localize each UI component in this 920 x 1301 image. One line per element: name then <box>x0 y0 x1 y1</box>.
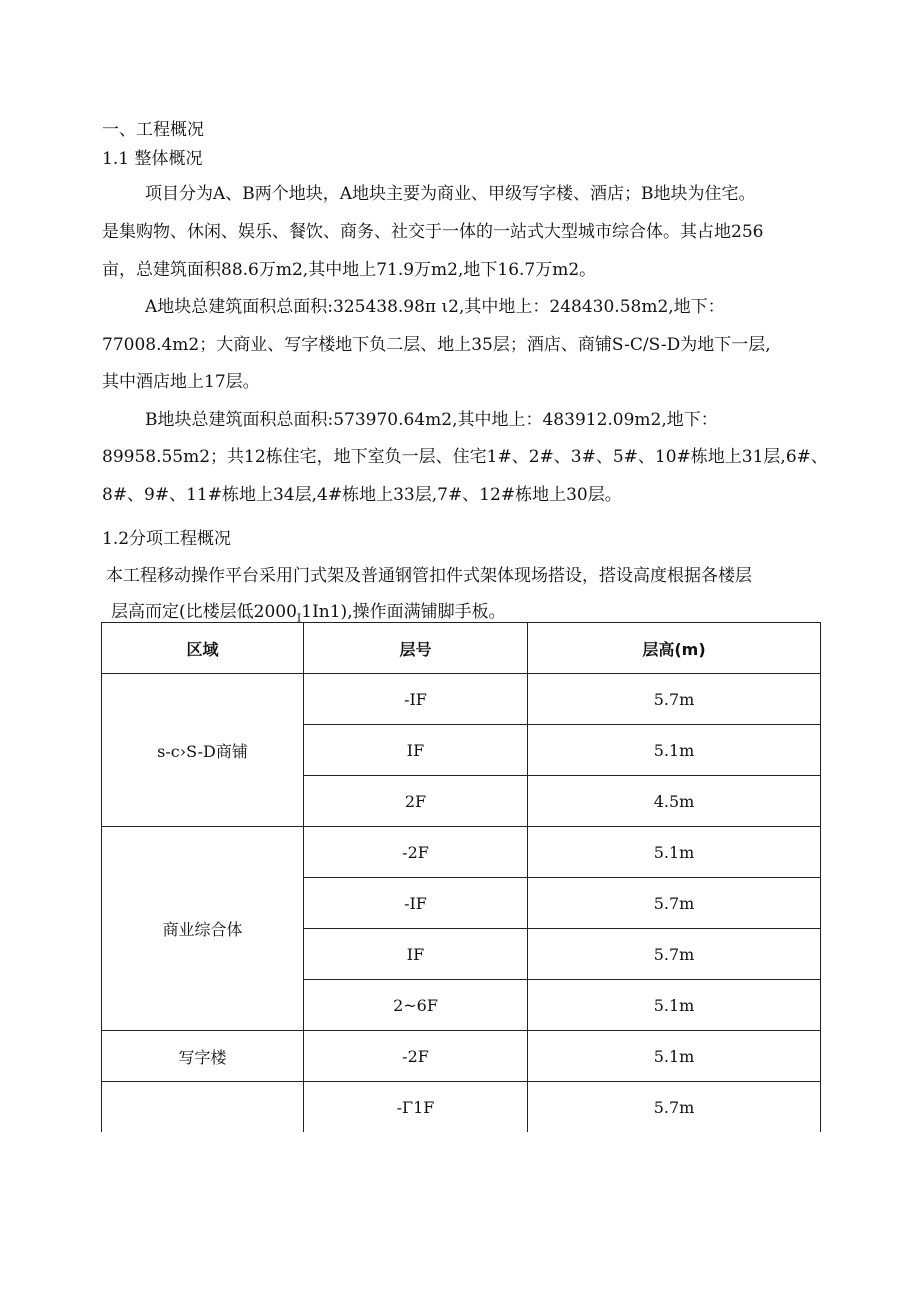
paragraph-line: 亩，总建筑面积88.6万m2,其中地上71.9万m2,地下16.7万m2。 <box>102 260 597 280</box>
subscript-text: I <box>296 611 302 625</box>
cell-height: 5.1m <box>528 827 821 878</box>
paragraph-line: 77008.4m2；大商业、写字楼地下负二层、地上35层；酒店、商铺S-C/S-D为地下一层, <box>102 335 771 355</box>
table-row <box>102 674 821 725</box>
paragraph-line: 89958.55m2；共12栋住宅，地下室负一层、住宅1#、2#、3#、5#、10#栋地上31层,6#、 <box>102 447 828 467</box>
paragraph-line: 项目分为A、B两个地块，A地块主要为商业、甲级写字楼、酒店；B地块为住宅。 <box>145 184 756 204</box>
table-body <box>102 674 821 1133</box>
header-area: 区域 <box>102 623 304 674</box>
cell-area: s-c›S-D商铺 <box>102 674 304 827</box>
paragraph-text: 1In1),操作面满铺脚手板。 <box>301 602 506 622</box>
table-row <box>102 1031 821 1082</box>
table-header-row <box>102 623 821 674</box>
cell-floor: 2F <box>304 776 528 827</box>
table-row <box>102 827 821 878</box>
cell-height: 5.7m <box>528 929 821 980</box>
cell-height: 5.7m <box>528 674 821 725</box>
cell-height: 5.1m <box>528 1031 821 1082</box>
cell-area: 写字楼 <box>102 1031 304 1082</box>
paragraph-line: 8#、9#、11#栋地上34层,4#栋地上33层,7#、12#栋地上30层。 <box>102 485 622 505</box>
cell-floor: -2F <box>304 827 528 878</box>
cell-floor: -2F <box>304 1031 528 1082</box>
subsection-heading-items: 1.2分项工程概况 <box>102 529 232 549</box>
cell-floor: IF <box>304 725 528 776</box>
cell-height: 4.5m <box>528 776 821 827</box>
header-height: 层高(m) <box>528 623 821 674</box>
paragraph-line: A地块总建筑面积总面积:325438.98π ι2,其中地上：248430.58m2,地下： <box>145 297 725 317</box>
cell-floor: 2~6F <box>304 980 528 1031</box>
cell-height: 5.1m <box>528 725 821 776</box>
cell-area: 商业综合体 <box>102 827 304 1031</box>
cell-floor: IF <box>304 929 528 980</box>
section-heading: 一、工程概况 <box>102 120 204 140</box>
paragraph-line: 其中酒店地上17层。 <box>102 372 260 392</box>
cell-height: 5.7m <box>528 878 821 929</box>
floor-height-table <box>101 622 821 1132</box>
cell-height: 5.7m <box>528 1082 821 1133</box>
cell-height: 5.1m <box>528 980 821 1031</box>
paragraph-text: 层高而定(比楼层低2000 <box>111 602 297 622</box>
cell-floor: -Γ1F <box>304 1082 528 1133</box>
subsection-heading-overview: 1.1 整体概况 <box>102 149 203 169</box>
header-floor: 层号 <box>304 623 528 674</box>
paragraph-line: 本工程移动操作平台采用门式架及普通钢管扣件式架体现场搭设，搭设高度根据各楼层 <box>106 566 752 586</box>
paragraph-line: B地块总建筑面积总面积:573970.64m2,其中地上：483912.09m2,地下： <box>145 410 718 430</box>
table-row <box>102 1082 821 1133</box>
cell-area <box>102 1082 304 1133</box>
cell-floor: -IF <box>304 878 528 929</box>
paragraph-line: 是集购物、休闲、娱乐、餐饮、商务、社交于一体的一站式大型城市综合体。其占地256 <box>102 222 764 242</box>
cell-floor: -IF <box>304 674 528 725</box>
